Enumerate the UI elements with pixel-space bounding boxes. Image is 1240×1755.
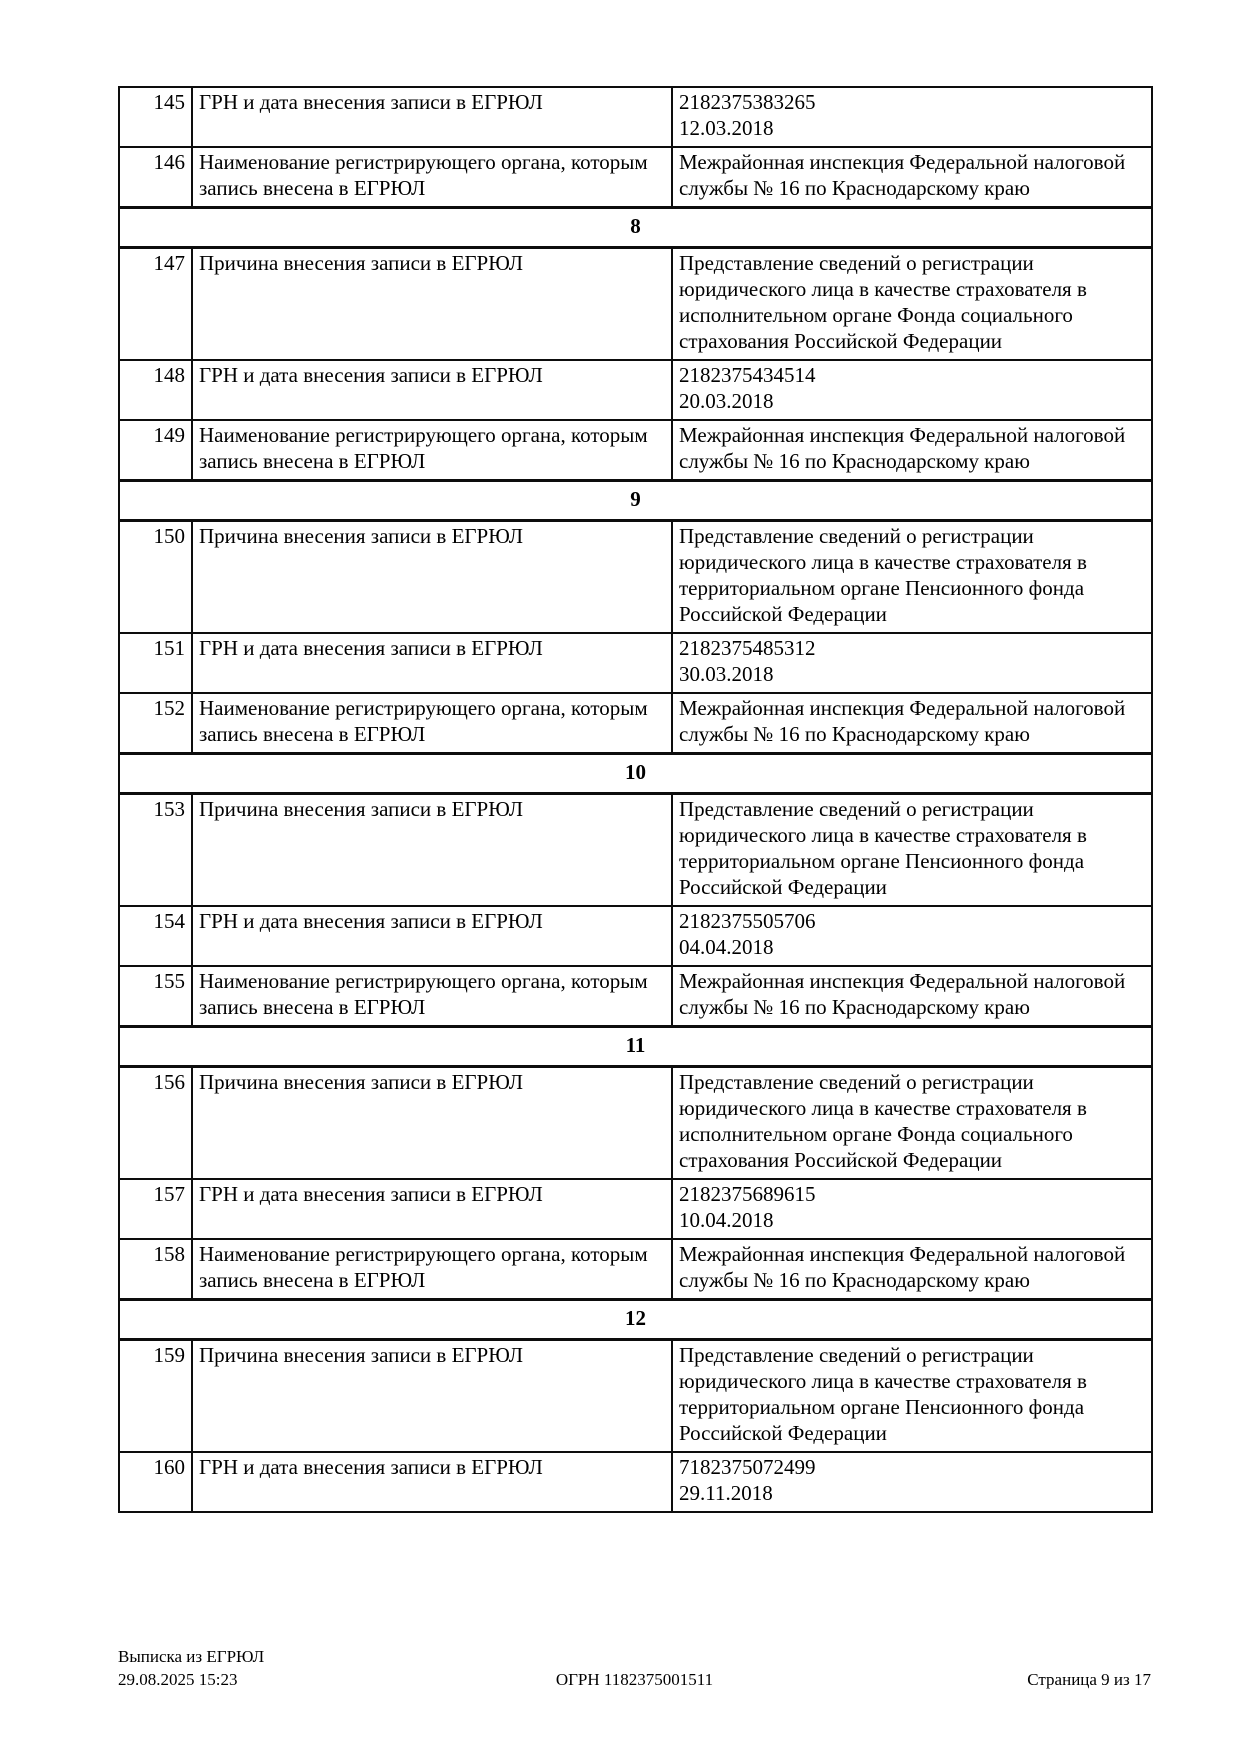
value-line: 20.03.2018 bbox=[679, 389, 774, 413]
field-label: Наименование регистрирующего органа, которым запись внесена в ЕГРЮЛ bbox=[192, 966, 672, 1027]
table-row bbox=[119, 693, 1152, 754]
value-line: 2182375434514 bbox=[679, 363, 816, 387]
row-number: 157 bbox=[119, 1179, 192, 1239]
value-line: Представление сведений о регистрации юридического лица в качестве страхователя в территориальном органе Пенсионного фонда Российской Федерации bbox=[679, 524, 1087, 626]
value-line: 12.03.2018 bbox=[679, 116, 774, 140]
row-number: 158 bbox=[119, 1239, 192, 1300]
field-label: ГРН и дата внесения записи в ЕГРЮЛ bbox=[192, 87, 672, 147]
field-label: Причина внесения записи в ЕГРЮЛ bbox=[192, 248, 672, 361]
field-label: Наименование регистрирующего органа, которым запись внесена в ЕГРЮЛ bbox=[192, 1239, 672, 1300]
section-number: 11 bbox=[119, 1027, 1152, 1067]
value-line: 04.04.2018 bbox=[679, 935, 774, 959]
field-label: Наименование регистрирующего органа, которым запись внесена в ЕГРЮЛ bbox=[192, 420, 672, 481]
section-header-row bbox=[119, 481, 1152, 521]
table-row bbox=[119, 906, 1152, 966]
row-number: 149 bbox=[119, 420, 192, 481]
value-line: 30.03.2018 bbox=[679, 662, 774, 686]
value-line: 2182375485312 bbox=[679, 636, 816, 660]
table-row bbox=[119, 1239, 1152, 1300]
value-line: Межрайонная инспекция Федеральной налоговой службы № 16 по Краснодарскому краю bbox=[679, 696, 1126, 746]
field-value bbox=[672, 1452, 1152, 1512]
field-value bbox=[672, 87, 1152, 147]
table-row bbox=[119, 1179, 1152, 1239]
field-label: Причина внесения записи в ЕГРЮЛ bbox=[192, 1340, 672, 1453]
field-value bbox=[672, 794, 1152, 907]
field-label: ГРН и дата внесения записи в ЕГРЮЛ bbox=[192, 360, 672, 420]
table-row bbox=[119, 1067, 1152, 1180]
section-header-row bbox=[119, 754, 1152, 794]
table-row bbox=[119, 1452, 1152, 1512]
field-value bbox=[672, 248, 1152, 361]
value-line: 10.04.2018 bbox=[679, 1208, 774, 1232]
field-value bbox=[672, 633, 1152, 693]
row-number: 151 bbox=[119, 633, 192, 693]
footer-page-number: Страница 9 из 17 bbox=[1027, 1670, 1151, 1689]
row-number: 145 bbox=[119, 87, 192, 147]
value-line: Представление сведений о регистрации юридического лица в качестве страхователя в территориальном органе Пенсионного фонда Российской Федерации bbox=[679, 797, 1087, 899]
value-line: 2182375383265 bbox=[679, 90, 816, 114]
field-value bbox=[672, 1067, 1152, 1180]
field-value bbox=[672, 360, 1152, 420]
egrul-table-body bbox=[119, 87, 1152, 1512]
table-row bbox=[119, 147, 1152, 208]
table-row bbox=[119, 87, 1152, 147]
footer-datetime: 29.08.2025 15:23 bbox=[118, 1670, 238, 1689]
field-value bbox=[672, 1239, 1152, 1300]
field-value bbox=[672, 521, 1152, 634]
table-row bbox=[119, 966, 1152, 1027]
egrul-records-table bbox=[118, 86, 1153, 1513]
table-row bbox=[119, 521, 1152, 634]
row-number: 159 bbox=[119, 1340, 192, 1453]
value-line: Межрайонная инспекция Федеральной налоговой службы № 16 по Краснодарскому краю bbox=[679, 150, 1126, 200]
value-line: Представление сведений о регистрации юридического лица в качестве страхователя в территориальном органе Пенсионного фонда Российской Федерации bbox=[679, 1343, 1087, 1445]
field-value bbox=[672, 966, 1152, 1027]
field-label: Наименование регистрирующего органа, которым запись внесена в ЕГРЮЛ bbox=[192, 147, 672, 208]
value-line: Межрайонная инспекция Федеральной налоговой службы № 16 по Краснодарскому краю bbox=[679, 423, 1126, 473]
table-row bbox=[119, 1340, 1152, 1453]
field-value bbox=[672, 420, 1152, 481]
value-line: Межрайонная инспекция Федеральной налоговой службы № 16 по Краснодарскому краю bbox=[679, 969, 1126, 1019]
field-label: ГРН и дата внесения записи в ЕГРЮЛ bbox=[192, 633, 672, 693]
row-number: 155 bbox=[119, 966, 192, 1027]
row-number: 146 bbox=[119, 147, 192, 208]
field-value bbox=[672, 1179, 1152, 1239]
value-line: 2182375505706 bbox=[679, 909, 816, 933]
field-value bbox=[672, 1340, 1152, 1453]
row-number: 156 bbox=[119, 1067, 192, 1180]
value-line: Представление сведений о регистрации юридического лица в качестве страхователя в исполнительном органе Фонда социального страхования Российской Федерации bbox=[679, 251, 1087, 353]
section-number: 10 bbox=[119, 754, 1152, 794]
field-label: Причина внесения записи в ЕГРЮЛ bbox=[192, 1067, 672, 1180]
field-label: ГРН и дата внесения записи в ЕГРЮЛ bbox=[192, 906, 672, 966]
field-value bbox=[672, 693, 1152, 754]
field-label: Причина внесения записи в ЕГРЮЛ bbox=[192, 794, 672, 907]
table-row bbox=[119, 794, 1152, 907]
section-header-row bbox=[119, 1300, 1152, 1340]
row-number: 152 bbox=[119, 693, 192, 754]
row-number: 160 bbox=[119, 1452, 192, 1512]
value-line: Межрайонная инспекция Федеральной налоговой службы № 16 по Краснодарскому краю bbox=[679, 1242, 1126, 1292]
row-number: 150 bbox=[119, 521, 192, 634]
footer-doc-type: Выписка из ЕГРЮЛ bbox=[118, 1647, 265, 1666]
value-line: 2182375689615 bbox=[679, 1182, 816, 1206]
table-row bbox=[119, 420, 1152, 481]
row-number: 148 bbox=[119, 360, 192, 420]
field-label: Наименование регистрирующего органа, которым запись внесена в ЕГРЮЛ bbox=[192, 693, 672, 754]
row-number: 147 bbox=[119, 248, 192, 361]
table-row bbox=[119, 360, 1152, 420]
field-value bbox=[672, 906, 1152, 966]
field-label: ГРН и дата внесения записи в ЕГРЮЛ bbox=[192, 1452, 672, 1512]
value-line: 7182375072499 bbox=[679, 1455, 816, 1479]
value-line: Представление сведений о регистрации юридического лица в качестве страхователя в исполнительном органе Фонда социального страхования Российской Федерации bbox=[679, 1070, 1087, 1172]
section-header-row bbox=[119, 208, 1152, 248]
row-number: 154 bbox=[119, 906, 192, 966]
field-value bbox=[672, 147, 1152, 208]
section-number: 12 bbox=[119, 1300, 1152, 1340]
section-number: 8 bbox=[119, 208, 1152, 248]
field-label: Причина внесения записи в ЕГРЮЛ bbox=[192, 521, 672, 634]
value-line: 29.11.2018 bbox=[679, 1481, 773, 1505]
section-number: 9 bbox=[119, 481, 1152, 521]
row-number: 153 bbox=[119, 794, 192, 907]
footer-ogrn: ОГРН 1182375001511 bbox=[555, 1670, 714, 1689]
field-label: ГРН и дата внесения записи в ЕГРЮЛ bbox=[192, 1179, 672, 1239]
section-header-row bbox=[119, 1027, 1152, 1067]
table-row bbox=[119, 633, 1152, 693]
table-row bbox=[119, 248, 1152, 361]
